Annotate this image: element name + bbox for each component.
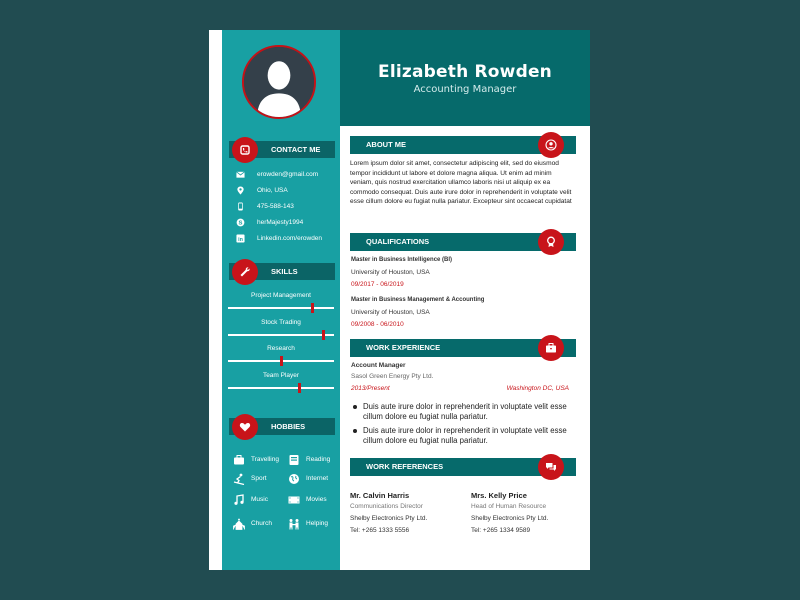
reference-1-tel[interactable]: Tel: +265 1333 5556	[350, 527, 410, 534]
work-dates: 2013/Present	[351, 385, 390, 392]
contact-heading: CONTACT ME	[229, 141, 335, 158]
about-heading: ABOUT ME	[350, 136, 576, 154]
references-heading: WORK REFERENCES	[350, 458, 576, 476]
skill-label: Stock Trading	[261, 318, 301, 326]
skill-level-marker	[280, 356, 283, 366]
user-circle-icon	[538, 132, 564, 158]
hobby-helping: Helping	[287, 517, 328, 530]
qualification-2-dates: 09/2008 - 06/2010	[351, 321, 404, 328]
contact-phone[interactable]: 475-588-143	[235, 200, 294, 212]
skill-label: Project Management	[251, 292, 311, 299]
work-company: Sasol Green Energy Pty Ltd.	[351, 373, 434, 380]
briefcase-circle-icon	[538, 335, 564, 361]
skill-label: Team Player	[262, 371, 300, 379]
contact-email[interactable]: erowden@gmail.com	[235, 168, 318, 180]
phone-icon	[235, 201, 245, 211]
qualification-1-degree: Master in Business Intelligence (BI)	[351, 257, 453, 263]
qualification-1-dates: 09/2017 - 06/2019	[351, 281, 404, 288]
reference-2-tel[interactable]: Tel: +265 1334 9589	[471, 527, 531, 534]
skill-bar	[228, 307, 334, 309]
skill-bar	[228, 387, 334, 389]
hobby-reading: Reading	[287, 453, 330, 466]
reference-2-name: Mrs. Kelly Price	[471, 491, 527, 500]
skills-heading: SKILLS	[229, 263, 335, 280]
avatar	[242, 45, 316, 119]
heart-circle-icon	[232, 414, 258, 440]
hobby-sport: Sport	[232, 472, 267, 485]
candidate-name: Elizabeth Rowden	[378, 62, 552, 82]
work-heading: WORK EXPERIENCE	[350, 339, 576, 357]
award-circle-icon	[538, 229, 564, 255]
hobby-internet: Internet	[287, 472, 328, 485]
church-icon	[232, 517, 245, 530]
skype-icon	[235, 217, 245, 227]
music-icon	[232, 493, 245, 506]
qualification-2-degree: Master in Business Management & Accounting	[351, 297, 485, 303]
work-bullet-2: Duis aute irure dolor in reprehenderit in voluptate velit esse cillum dolore eu fugiat nulla pariatur.	[351, 426, 576, 445]
globe-icon	[287, 472, 300, 485]
reference-1-role: Communications Director	[350, 503, 423, 510]
linkedin-icon	[235, 233, 245, 243]
hobby-music: Music	[232, 493, 268, 506]
candidate-role: Accounting Manager	[413, 84, 517, 95]
contact-skype[interactable]: S herMajesty1994	[235, 216, 303, 228]
mail-icon	[235, 169, 245, 179]
reference-2-company: Shelby Electronics Pty Ltd.	[471, 515, 549, 522]
skill-bar	[228, 334, 334, 336]
contact-linkedin[interactable]: in Linkedin.com/erowden	[235, 232, 322, 244]
qualification-1-school: University of Houston, USA	[351, 269, 430, 276]
wrench-circle-icon	[232, 259, 258, 285]
work-position: Account Manager	[351, 362, 406, 369]
hobby-church: Church	[232, 517, 272, 530]
ski-icon	[232, 472, 245, 485]
skill-level-marker	[311, 303, 314, 313]
work-bullet-1: Duis aute irure dolor in reprehenderit in voluptate velit esse cillum dolore eu fugiat nulla pariatur.	[351, 402, 576, 421]
phone-circle-icon	[232, 137, 258, 163]
film-icon	[287, 493, 300, 506]
profile-silhouette-icon	[244, 47, 314, 117]
hobby-movies: Movies	[287, 493, 327, 506]
book-icon	[287, 453, 300, 466]
work-location: Washington DC, USA	[506, 385, 569, 392]
reference-1-company: Shelby Electronics Pty Ltd.	[350, 515, 428, 522]
location-icon	[235, 185, 245, 195]
svg-text:in: in	[237, 236, 243, 243]
chat-circle-icon	[538, 454, 564, 480]
hobbies-heading: HOBBIES	[229, 418, 335, 435]
people-icon	[287, 517, 300, 530]
resume-page	[209, 30, 590, 570]
skill-label: Research	[267, 345, 295, 352]
skill-level-marker	[322, 330, 325, 340]
hobby-travelling: Travelling	[232, 453, 279, 466]
skill-bar	[228, 360, 334, 362]
qualifications-heading: QUALIFICATIONS	[350, 233, 576, 251]
reference-2-role: Head of Human Resource	[471, 503, 547, 510]
suitcase-icon	[232, 453, 245, 466]
reference-1-name: Mr. Calvin Harris	[350, 491, 410, 500]
contact-location: Ohio, USA	[235, 184, 288, 196]
svg-text:S: S	[238, 220, 242, 227]
qualification-2-school: University of Houston, USA	[351, 309, 430, 316]
skill-level-marker	[298, 383, 301, 393]
about-text: Lorem ipsum dolor sit amet, consectetur adipiscing elit, sed do eiusmod tempor incididunt ut labore et dolore magna aliqua. Ut enim ad minim veniam, quis nostrud exercitation ullamco laboris nisi ut aliquip ex ea commodo consequat. Duis aute irure dolor in reprehenderit in voluptate velit esse cillum dolore eu fugiat nulla pariatur. Excepteur sint occaecat cupidatat	[350, 160, 572, 205]
